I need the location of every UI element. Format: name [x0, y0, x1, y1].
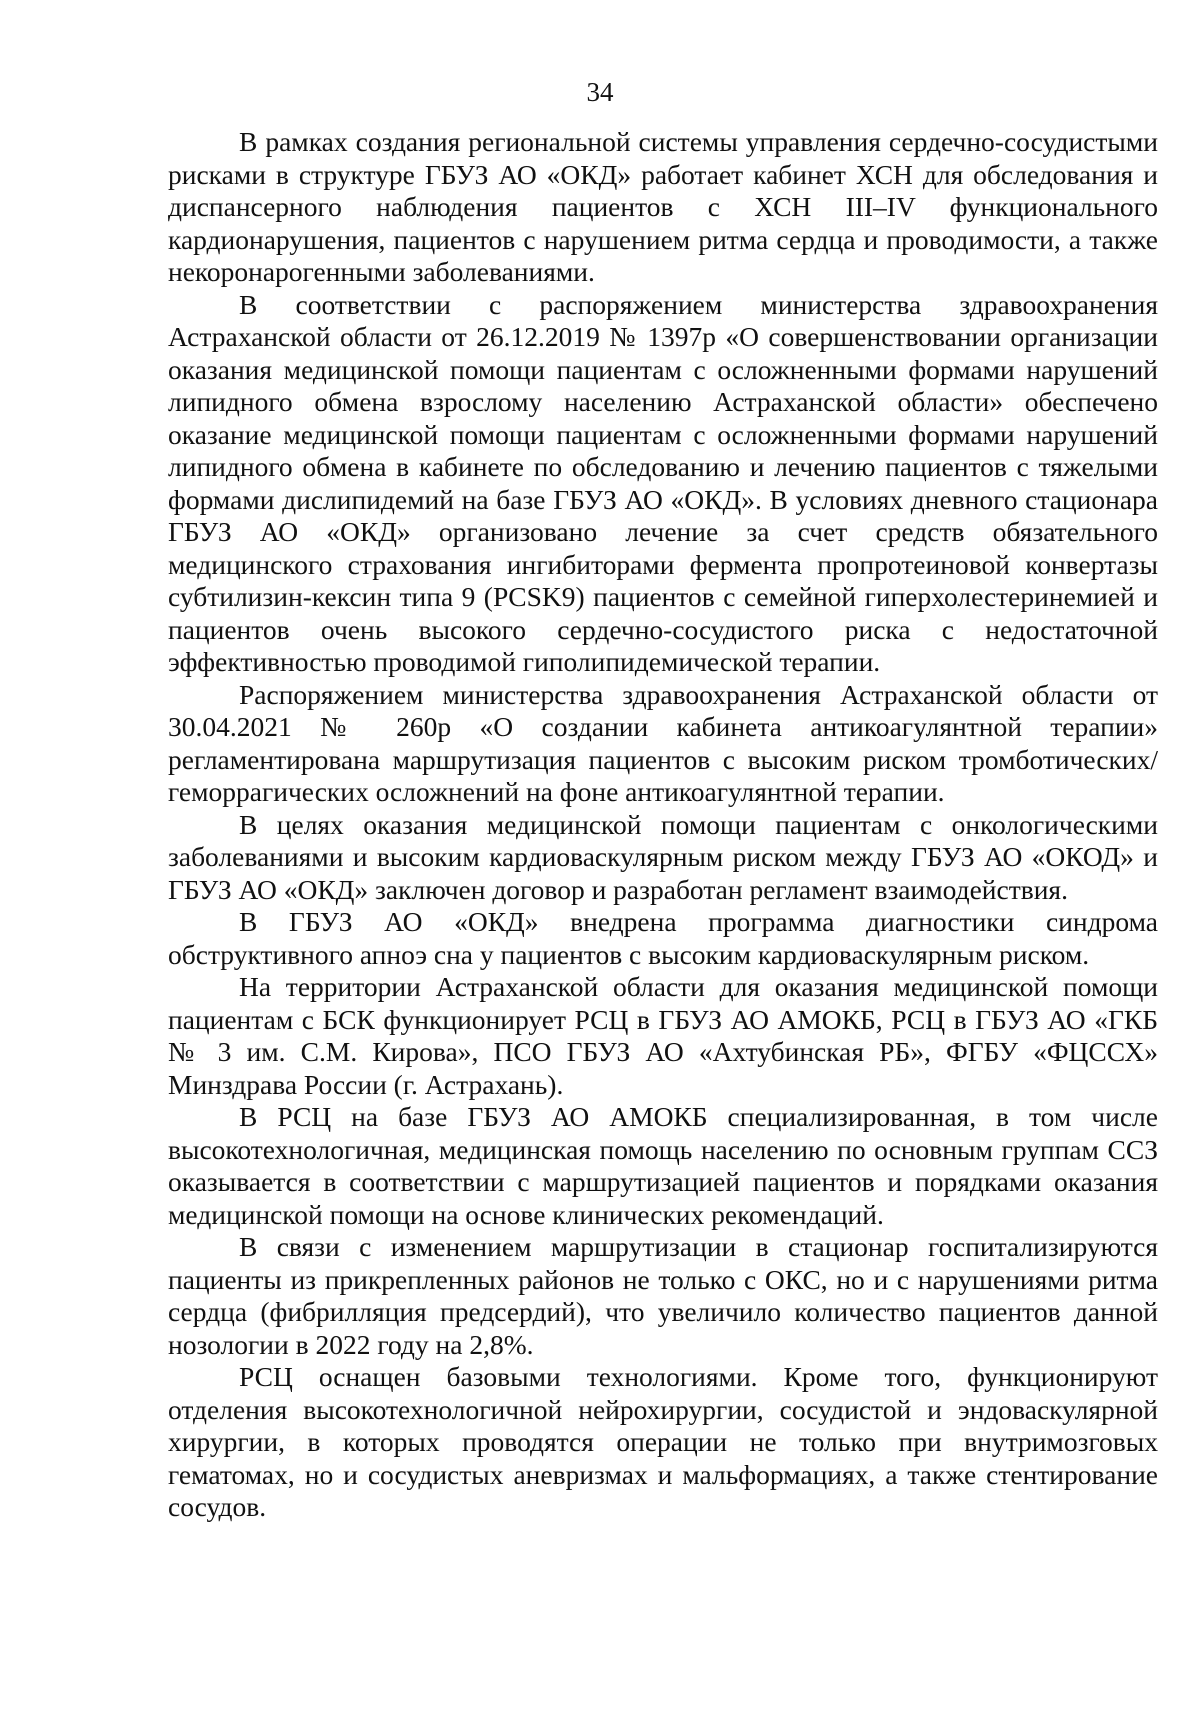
document-body [168, 126, 1158, 1524]
paragraph-6: На территории Астраханской области для оказания медицинской помощи пациентам с БСК функционирует РСЦ в ГБУЗ АО АМОКБ, РСЦ в ГБУЗ АО «ГКБ № 3 им. С.М. Кирова», ПСО ГБУЗ АО «Ахтубинская РБ», ФГБУ «ФЦССХ» Минздрава России (г. Астрахань). [168, 971, 1158, 1100]
paragraph-4: В целях оказания медицинской помощи пациентам с онкологическими заболеваниями и высоким кардиоваскулярным риском между ГБУЗ АО «ОКОД» и ГБУЗ АО «ОКД» заключен договор и разработан регламент взаимодействия. [168, 808, 1158, 905]
paragraph-5: В ГБУЗ АО «ОКД» внедрена программа диагностики синдрома обструктивного апноэ сна у пациентов с высоким кардиоваскулярным риском. [168, 906, 1158, 970]
paragraph-3: Распоряжением министерства здравоохранения Астраханской области от 30.04.2021 № 260р «О создании кабинета антикоагулянтной терапии» регламентирована маршрутизация пациентов с высоким риском тромботических/геморрагических осложнений на фоне антикоагулянтной терапии. [168, 678, 1158, 807]
paragraph-7: В РСЦ на базе ГБУЗ АО АМОКБ специализированная, в том числе высокотехнологичная, медицинская помощь населению по основным группам ССЗ оказывается в соответствии с маршрутизацией пациентов и порядками оказания медицинской помощи на основе клинических рекомендаций. [168, 1101, 1158, 1230]
paragraph-2: В соответствии с распоряжением министерства здравоохранения Астраханской области от 26.12.2019 № 1397р «О совершенствовании организации оказания медицинской помощи пациентам с осложненными формами нарушений липидного обмена взрослому населению Астраханской области» обеспечено оказание медицинской помощи пациентам с осложненными формами нарушений липидного обмена в кабинете по обследованию и лечению пациентов с тяжелыми формами дислипидемий на базе ГБУЗ АО «ОКД». В условиях дневного стационара ГБУЗ АО «ОКД» организовано лечение за счет средств обязательного медицинского страхования ингибиторами фермента пропротеиновой конвертазы субтилизин-кексин типа 9 (PCSK9) пациентов с семейной гиперхолестеринемией и пациентов очень высокого сердечно-сосудистого риска с недостаточной эффективностью проводимой гиполипидемической терапии. [168, 288, 1158, 677]
paragraph-1: В рамках создания региональной системы управления сердечно-сосудистыми рисками в структуре ГБУЗ АО «ОКД» работает кабинет ХСН для обследования и диспансерного наблюдения пациентов с ХСН III–IV функционального кардионарушения, пациентов с нарушением ритма сердца и проводимости, а также некоронарогенными заболеваниями. [168, 126, 1158, 287]
paragraph-9: РСЦ оснащен базовыми технологиями. Кроме того, функционируют отделения высокотехнологичной нейрохирургии, сосудистой и эндоваскулярной хирургии, в которых проводятся операции не только при внутримозговых гематомах, но и сосудистых аневризмах и мальформациях, а также стентирование сосудов. [168, 1361, 1158, 1522]
paragraph-8: В связи с изменением маршрутизации в стационар госпитализируются пациенты из прикрепленных районов не только с ОКС, но и с нарушениями ритма сердца (фибрилляция предсердий), что увеличило количество пациентов данной нозологии в 2022 году на 2,8%. [168, 1231, 1158, 1360]
page-number: 34 [586, 77, 614, 107]
